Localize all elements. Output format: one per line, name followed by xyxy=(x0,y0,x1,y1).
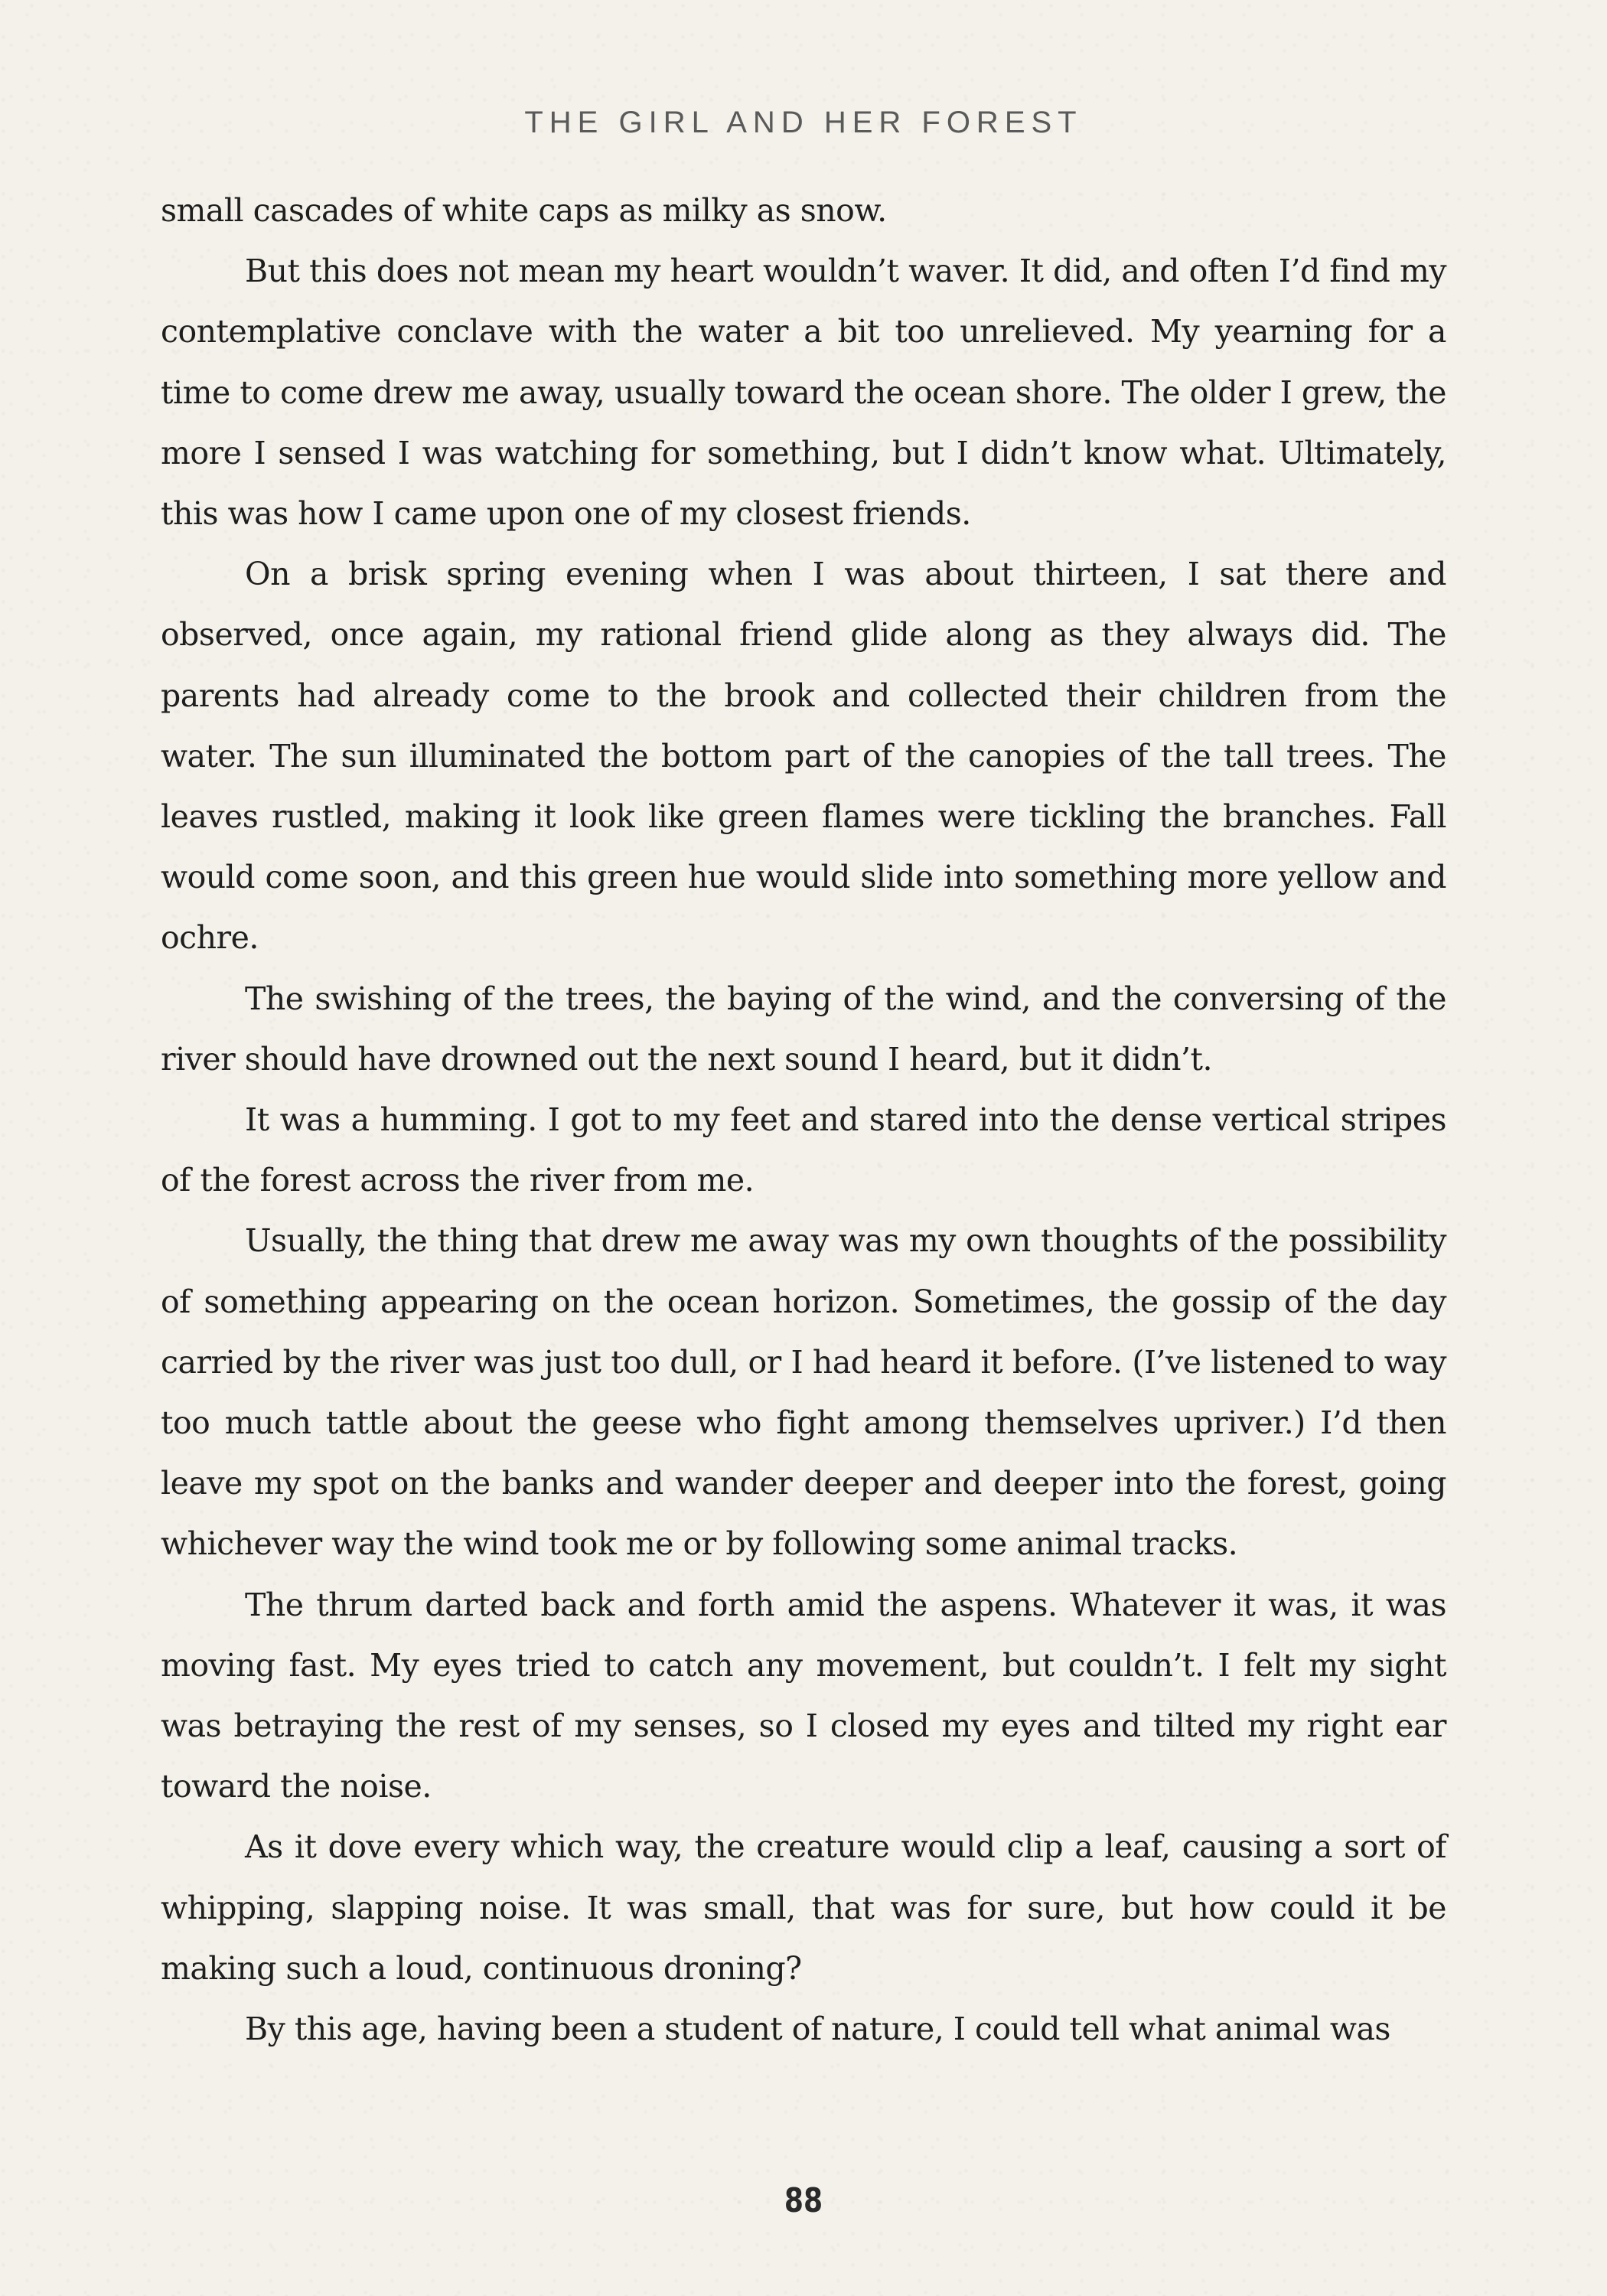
paragraph: Usually, the thing that drew me away was my own thoughts of the possibility of something appearing on the ocean horizon. Sometimes, the gossip of the day carried by the river was just too dull, or I had heard it before. (I’ve listened to way too much tattle about the geese who fight among themselves upriver.) I’d then leave my spot on the banks and wander deeper and deeper into the forest, going whichever way the wind took me or by following some animal tracks. xyxy=(161,1222,1446,1563)
paragraph: The thrum darted back and forth amid the aspens. Whatever it was, it was moving fast. My eyes tried to catch any movement, but couldn’t. I felt my sight was betraying the rest of my senses, so I closed my eyes and tilted my right ear toward the noise. xyxy=(161,1586,1446,1805)
body-text xyxy=(161,181,1446,2060)
paragraph-continued: small cascades of white caps as milky as snow. xyxy=(161,192,887,229)
paragraph-last: By this age, having been a student of nature, I could tell what animal was xyxy=(245,2011,1390,2048)
paragraph: It was a humming. I got to my feet and stared into the dense vertical stripes of the forest across the river from me. xyxy=(161,1101,1446,1199)
paragraph: As it dove every which way, the creature would clip a leaf, causing a sort of whipping, slapping noise. It was small, that was for sure, but how could it be making such a loud, continuous droning? xyxy=(161,1828,1446,1987)
paragraph: But this does not mean my heart wouldn’t waver. It did, and often I’d find my contemplative conclave with the water a bit too unrelieved. My yearning for a time to come drew me away, usually toward the ocean shore. The older I grew, the more I sensed I was watching for something, but I didn’t know what. Ultimately, this was how I came upon one of my closest friends. xyxy=(161,253,1446,533)
paragraph: The swishing of the trees, the baying of the wind, and the conversing of the river should have drowned out the next sound I heard, but it didn’t. xyxy=(161,980,1446,1078)
running-head-title: THE GIRL AND HER FOREST xyxy=(524,106,1083,139)
paragraph: On a brisk spring evening when I was about thirteen, I sat there and observed, once again, my rational friend glide along as they always did. The parents had already come to the brook and collected their children from the water. The sun illuminated the bottom part of the canopies of the tall trees. The leaves rustled, making it look like green flames were tickling the branches. Fall would come soon, and this green hue would slide into something more yellow and ochre. xyxy=(161,556,1446,957)
page-number: 88 xyxy=(784,2181,823,2220)
